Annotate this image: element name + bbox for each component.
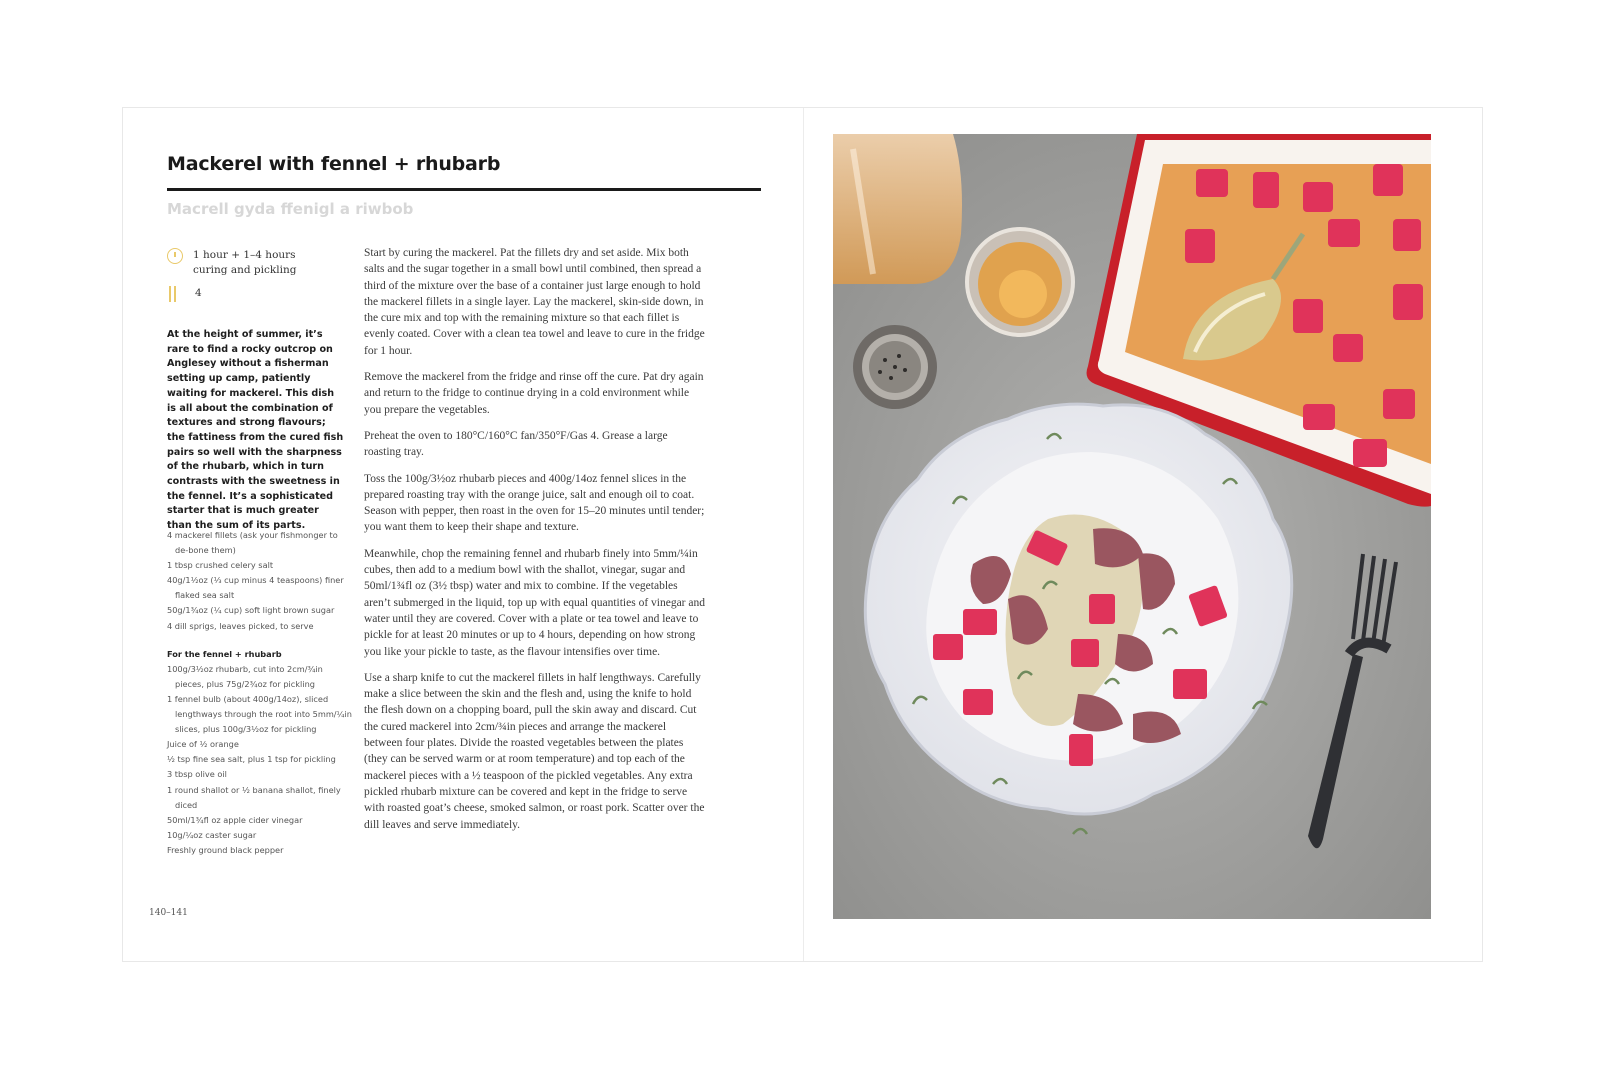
cutlery-icon xyxy=(167,286,185,302)
title-rule xyxy=(167,188,761,191)
glass xyxy=(967,229,1073,335)
method-step: Toss the 100g/3½oz rhubarb pieces and 400g/14oz fennel slices in the prepared roasting tray with the orange juice, salt and enough oil to coat. Season with pepper, then roast in the oven for 15–20 minutes until tender; you want them to keep their shape and texture. xyxy=(364,472,705,534)
ingredient: 100g/3½oz rhubarb, cut into 2cm/¾in pieces, plus 75g/2¾oz for pickling xyxy=(167,663,323,689)
ingredient: Freshly ground black pepper xyxy=(167,844,284,855)
ingredients-sub-heading: For the fennel + rhubarb xyxy=(167,648,282,659)
ingredient: 10g/¼oz caster sugar xyxy=(167,829,257,840)
recipe-meta xyxy=(167,248,332,310)
time-text: 1 hour + 1–4 hours curing and pickling xyxy=(193,249,297,276)
ingredient: 1 fennel bulb (about 400g/14oz), sliced lengthways through the root into 5mm/¼in slices, plus 100g/3½oz for pickling xyxy=(167,693,352,735)
ingredient: 3 tbsp olive oil xyxy=(167,769,227,780)
ingredient: ½ tsp fine sea salt, plus 1 tsp for pickling xyxy=(167,754,336,765)
intro-text: At the height of summer, it’s rare to find a rocky outcrop on Anglesey without a fisherman setting up camp, patiently waiting for mackerel. This dish is all about the combination of textures and strong flavours; the fattiness from the cured fish pairs so well with the sharpness of the rhubarb, which in turn contrasts with the sweetness in the fennel. It’s a sophisticated starter that is much greater than the sum of its parts. xyxy=(167,329,344,532)
left-page xyxy=(123,108,803,961)
method-text xyxy=(364,245,707,843)
ingredient: 1 tbsp crushed celery salt xyxy=(167,560,274,571)
pepper-bowl xyxy=(853,325,937,409)
carafe xyxy=(833,134,962,284)
serves-row xyxy=(167,286,332,302)
ingredient: 4 dill sprigs, leaves picked, to serve xyxy=(167,620,314,631)
food-illustration xyxy=(833,134,1431,919)
ingredient: 50ml/1¾fl oz apple cider vinegar xyxy=(167,814,303,825)
ingredients-main xyxy=(167,528,353,634)
recipe-title: Mackerel with fennel + rhubarb xyxy=(167,153,501,175)
clock-icon xyxy=(167,248,183,264)
method-step: Start by curing the mackerel. Pat the fillets dry and set aside. Mix both salts and the sugar together in a small bowl until combined, then spread a third of the mixture over the base of a container just large enough to hold the mackerel fillets in a single layer. Lay the mackerel, skin-side down, in the cure mix and top with the remaining mixture so that each fillet is evenly coated. Cover with a clean tea towel and leave to cure in the fridge for 1 hour. xyxy=(364,247,705,357)
ingredient: 40g/1½oz (⅓ cup minus 4 teaspoons) finer flaked sea salt xyxy=(167,575,344,601)
method-step: Use a sharp knife to cut the mackerel fillets in half lengthways. Carefully make a slice between the skin and the flesh and, using the knife to hold the flesh down on a chopping board, pull the skin away and discard. Cut the cured mackerel into 2cm/¾in pieces and arrange the mackerel between four plates. Divide the roasted vegetables between the plates (they can be served warm or at room temperature) and top each of the mackerel pieces with a ½ teaspoon of the pickled vegetables. Any extra pickled rhubarb mixture can be covered and kept in the fridge to serve with roasted goat’s cheese, smoked salmon, or roast pork. Scatter over the dill leaves and serve immediately. xyxy=(364,671,705,831)
method-step: Preheat the oven to 180°C/160°C fan/350°F/Gas 4. Grease a large roasting tray. xyxy=(364,429,668,459)
ingredients-sub xyxy=(167,662,353,858)
page-number: 140–141 xyxy=(149,908,188,918)
spine-gutter xyxy=(803,108,804,961)
method-step: Remove the mackerel from the fridge and rinse off the cure. Pat dry again and return to the fridge to continue drying in a cold environment while you prepare the vegetables. xyxy=(364,371,704,416)
recipe-subtitle-welsh: Macrell gyda ffenigl a riwbob xyxy=(167,200,414,218)
ingredients-list xyxy=(167,528,353,858)
ingredient: Juice of ½ orange xyxy=(167,739,239,750)
ingredient: 1 round shallot or ½ banana shallot, finely diced xyxy=(167,784,341,810)
time-row xyxy=(167,248,332,278)
book-spread xyxy=(122,107,1483,962)
ingredient: 4 mackerel fillets (ask your fishmonger to de-bone them) xyxy=(167,530,338,556)
food-photo xyxy=(833,134,1431,919)
serves-text: 4 xyxy=(195,287,202,299)
ingredient: 50g/1¾oz (¼ cup) soft light brown sugar xyxy=(167,605,335,616)
method-step: Meanwhile, chop the remaining fennel and rhubarb finely into 5mm/¼in cubes, then add to a medium bowl with the shallot, vinegar, sugar and 50ml/1¾fl oz (3½ tbsp) water and mix to combine. If the vegetables aren’t submerged in the liquid, top up with equal quantities of vinegar and water until they are covered. Cover with a plate or tea towel and leave to pickle for at least 20 minutes or up to 4 hours, depending on how strong you like your pickle to taste, as the flavour intensifies over time. xyxy=(364,547,705,658)
